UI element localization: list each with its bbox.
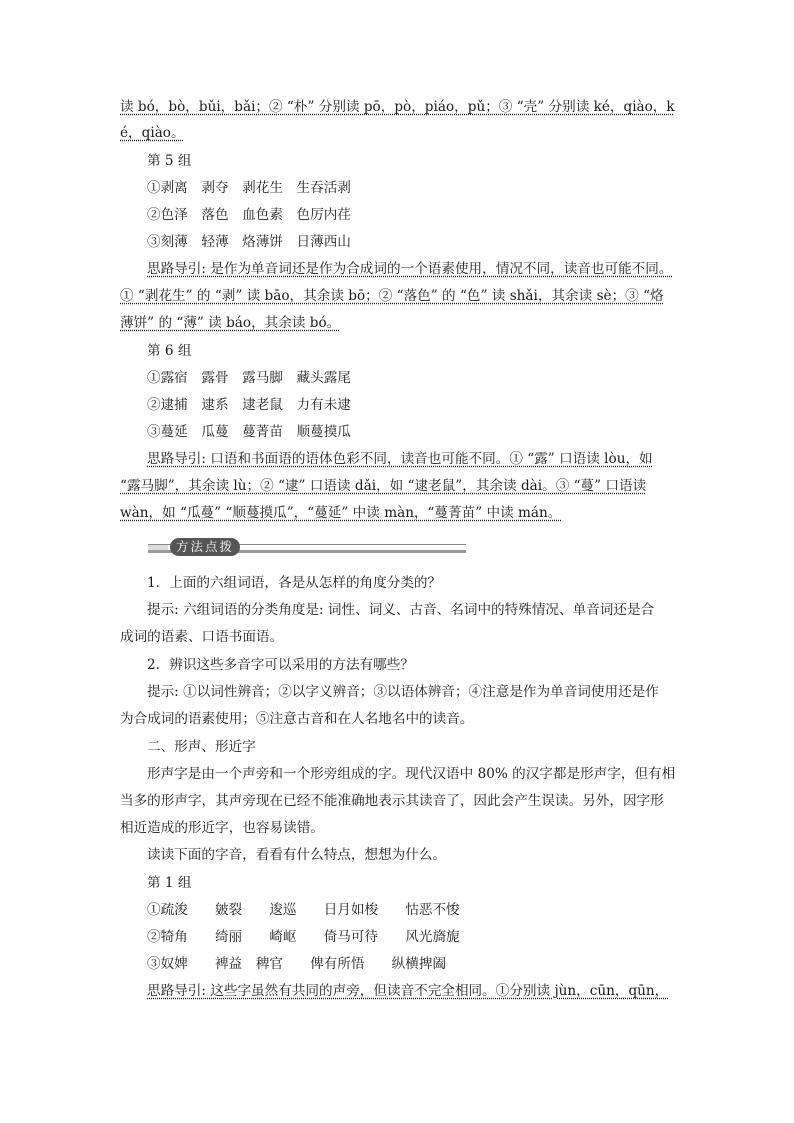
word-row: ①疏浚 皴裂 逡巡 日月如梭 怙恶不悛 — [147, 902, 460, 918]
text-line: é，qiào。 — [120, 125, 185, 141]
word-row: ②逮捕 逮系 逮老鼠 力有未逮 — [147, 397, 351, 413]
text-line: 读 bó，bò，bǔi，bǎi；② “朴” 分别读 pō，pò，piáo，pǔ；③ “壳” 分别读 ké，qiào，k — [120, 99, 675, 115]
answer-line: 提示: ①以词性辨音；②以字义辨音；③以语体辨音；④注意是作为单音词使用还是作 — [147, 684, 659, 700]
hint-line: 思路导引: 是作为单音词还是作为合成词的一个语素使用，情况不同，读音也可能不同。 — [147, 261, 673, 277]
hint-line: 思路导引: 口语和书面语的语体色彩不同，读音也可能不同。① “露” 口语读 lòu，如 — [147, 451, 653, 467]
paragraph-line: 相近造成的形近字，也容易读错。 — [120, 820, 324, 836]
hint-line: ① “剥花生” 的 “剥” 读 bāo，其余读 bō；② “落色” 的 “色” 读 shǎi，其余读 sè；③ “烙 — [120, 288, 664, 304]
word-row: ②色泽 落色 血色素 色厉内荏 — [147, 207, 351, 223]
word-row: ①剥离 剥夺 剥花生 生吞活剥 — [147, 180, 351, 196]
question: 1．上面的六组词语，各是从怎样的角度分类的？ — [147, 575, 442, 591]
paragraph-line: 当多的形声字，其声旁现在已经不能准确地表示其读音了，因此会产生误读。另外，因字形 — [120, 793, 664, 809]
group-title: 第 5 组 — [147, 153, 192, 169]
question: 2．辨识这些多音字可以采用的方法有哪些？ — [147, 657, 414, 673]
banner-label: 方法点拨 — [170, 538, 240, 556]
word-row: ③奴婢 裨益 稗官 俾有所悟 纵横捭阖 — [147, 956, 447, 972]
group-title: 第 6 组 — [147, 343, 192, 359]
group-title: 第 1 组 — [147, 875, 192, 891]
answer-line: 成词的语素、口语书面语。 — [120, 629, 284, 645]
word-row: ③蔓延 瓜蔓 蔓菁苗 顺蔓摸瓜 — [147, 424, 351, 440]
word-row: ③刻薄 轻薄 烙薄饼 日薄西山 — [147, 234, 351, 250]
hint-line: “露马脚”，其余读 lù；② “逮” 口语读 dǎi，如 “逮老鼠”，其余读 dài。③ “蔓” 口语读 — [120, 478, 647, 494]
word-row: ①露宿 露骨 露马脚 藏头露尾 — [147, 370, 351, 386]
hint-line: 思路导引: 这些字虽然有共同的声旁，但读音不完全相同。①分别读 jùn，cūn，qūn， — [147, 983, 669, 999]
paragraph-line: 读读下面的字音，看看有什么特点，想想为什么。 — [147, 847, 447, 863]
method-banner — [148, 538, 466, 560]
section-heading: 二、形声、形近字 — [147, 739, 256, 755]
paragraph-line: 形声字是由一个声旁和一个形旁组成的字。现代汉语中 80% 的汉字都是形声字，但有相 — [147, 766, 676, 782]
answer-line: 提示: 六组词语的分类角度是: 词性、词义、古音、名词中的特殊情况、单音词还是合 — [147, 602, 655, 618]
hint-line: 薄饼” 的 “薄” 读 báo，其余读 bó。 — [120, 315, 341, 331]
word-row: ②犄角 绮丽 崎岖 倚马可待 风光旖旎 — [147, 929, 460, 945]
answer-line: 为合成词的语素使用；⑤注意古音和在人名地名中的读音。 — [120, 711, 474, 727]
hint-line: wàn，如 “瓜蔓” “顺蔓摸瓜”，“蔓延” 中读 màn，“蔓菁苗” 中读 mán。 — [120, 505, 562, 521]
